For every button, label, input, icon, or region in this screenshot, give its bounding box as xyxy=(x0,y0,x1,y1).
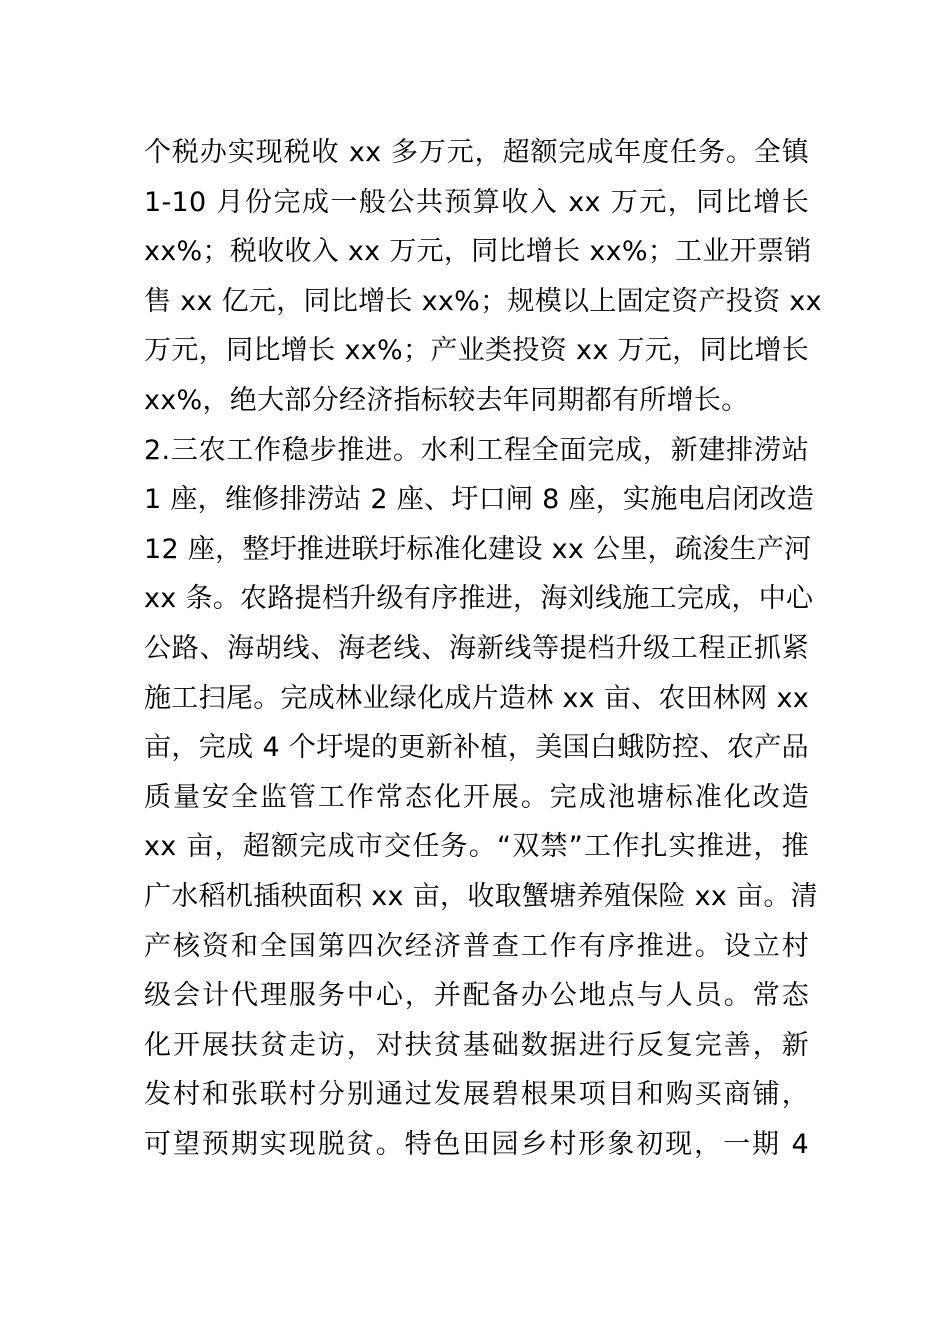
text-line: 售 xx 亿元，同比增长 xx%；规模以上固定资产投资 xx xyxy=(144,285,822,317)
text-line: 广水稻机插秧面积 xx 亩，收取蟹塘养殖保险 xx 亩。清 xyxy=(144,880,818,912)
text-line: 发村和张联村分别通过发展碧根果项目和购买商铺， xyxy=(144,1079,809,1111)
text-line: 1 座，维修排涝站 2 座、圩口闸 8 座，实施电启闭改造 xyxy=(144,484,815,516)
text-line: xx 条。农路提档升级有序推进，海刘线施工完成，中心 xyxy=(144,583,814,615)
text-line: 产核资和全国第四次经济普查工作有序推进。设立村 xyxy=(144,930,809,962)
text-line: 质量安全监管工作常态化开展。完成池塘标准化改造 xyxy=(144,781,809,813)
text-line: 2.三农工作稳步推进。水利工程全面完成，新建排涝站 xyxy=(144,434,809,466)
body-text xyxy=(144,128,822,1169)
text-line: xx%，绝大部分经济指标较去年同期都有所增长。 xyxy=(144,384,749,416)
text-line: 公路、海胡线、海老线、海新线等提档升级工程正抓紧 xyxy=(144,632,809,664)
text-line: 级会计代理服务中心，并配备办公地点与人员。常态 xyxy=(144,980,809,1012)
text-line: 1-10 月份完成一般公共预算收入 xx 万元，同比增长 xyxy=(144,186,809,218)
text-line: 可望预期实现脱贫。特色田园乡村形象初现，一期 4 xyxy=(144,1128,809,1160)
text-line: xx 亩，超额完成市交任务。“双禁”工作扎实推进，推 xyxy=(144,831,809,863)
text-line: 12 座，整圩推进联圩标准化建设 xx 公里，疏浚生产河 xyxy=(144,533,812,565)
text-line: 化开展扶贫走访，对扶贫基础数据进行反复完善，新 xyxy=(144,1029,809,1061)
text-line: xx%；税收收入 xx 万元，同比增长 xx%；工业开票销 xyxy=(144,236,812,268)
text-line: 施工扫尾。完成林业绿化成片造林 xx 亩、农田林网 xx xyxy=(144,682,810,714)
text-line: 万元，同比增长 xx%；产业类投资 xx 万元，同比增长 xyxy=(144,335,809,367)
text-line: 亩，完成 4 个圩堤的更新补植，美国白蛾防控、农产品 xyxy=(144,732,809,764)
text-line: 个税办实现税收 xx 多万元，超额完成年度任务。全镇 xyxy=(144,137,809,168)
